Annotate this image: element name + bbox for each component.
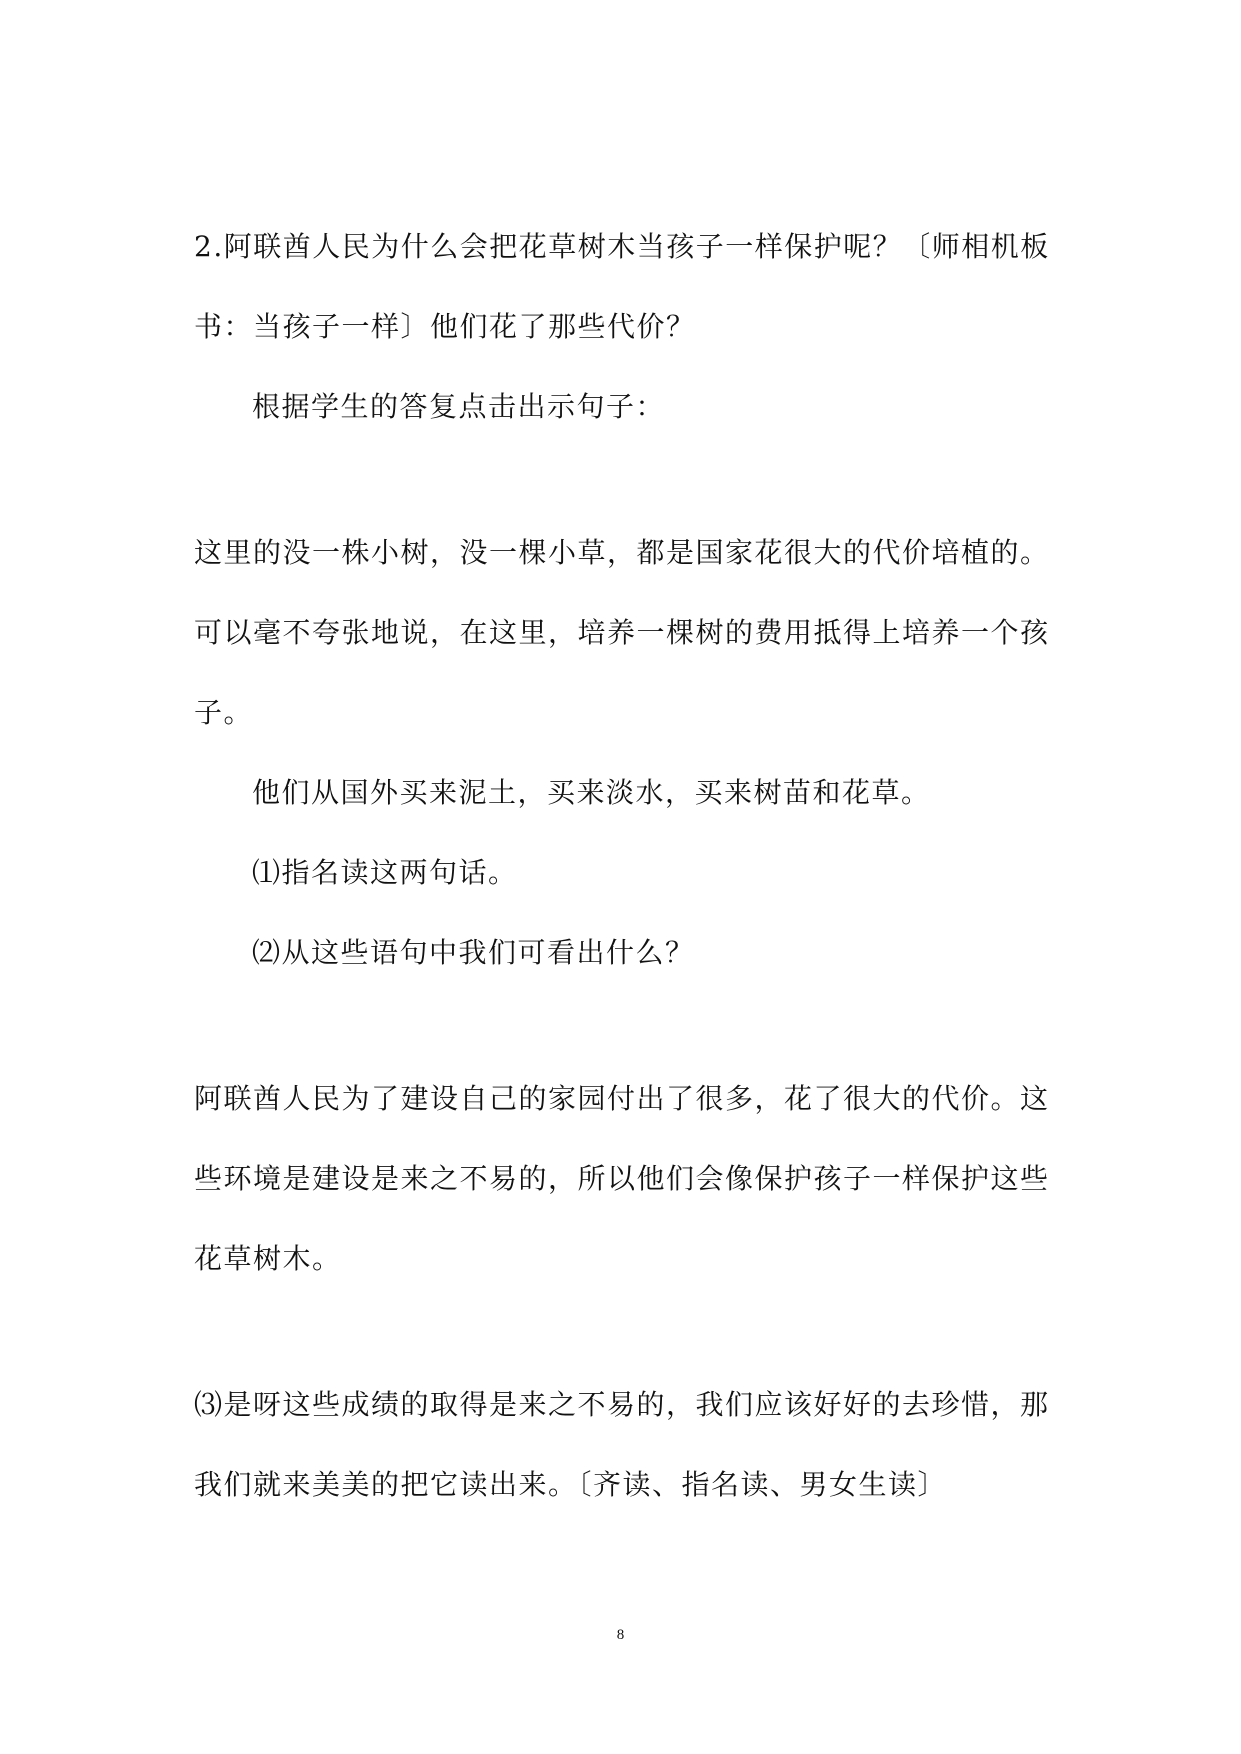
text-line: 根据学生的答复点击出示句子： <box>252 390 666 423</box>
text-line: ⑴指名读这两句话。 <box>252 856 518 889</box>
page-number: 8 <box>616 1627 625 1643</box>
text-line: 2.阿联酋人民为什么会把花草树木当孩子一样保护呢？〔师相机板 <box>194 230 1050 263</box>
text-line: ⑶是呀这些成绩的取得是来之不易的，我们应该好好的去珍惜，那 <box>194 1388 1050 1421</box>
text-line: 他们从国外买来泥土，买来淡水，买来树苗和花草。 <box>252 776 931 809</box>
text-line: ⑵从这些语句中我们可看出什么？ <box>252 936 695 969</box>
text-line: 这里的没一株小树，没一棵小草，都是国家花很大的代价培植的。 <box>194 536 1050 569</box>
text-line: 阿联酋人民为了建设自己的家园付出了很多，花了很大的代价。这 <box>194 1082 1050 1115</box>
text-line: 子。 <box>194 696 254 729</box>
text-line: 可以毫不夸张地说，在这里，培养一棵树的费用抵得上培养一个孩 <box>194 616 1050 649</box>
text-line: 花草树木。 <box>194 1242 342 1275</box>
text-line: 些环境是建设是来之不易的，所以他们会像保护孩子一样保护这些 <box>194 1162 1050 1195</box>
text-line: 我们就来美美的把它读出来。〔齐读、指名读、男女生读〕 <box>194 1468 948 1501</box>
text-line: 书：当孩子一样〕他们花了那些代价？ <box>194 310 696 343</box>
